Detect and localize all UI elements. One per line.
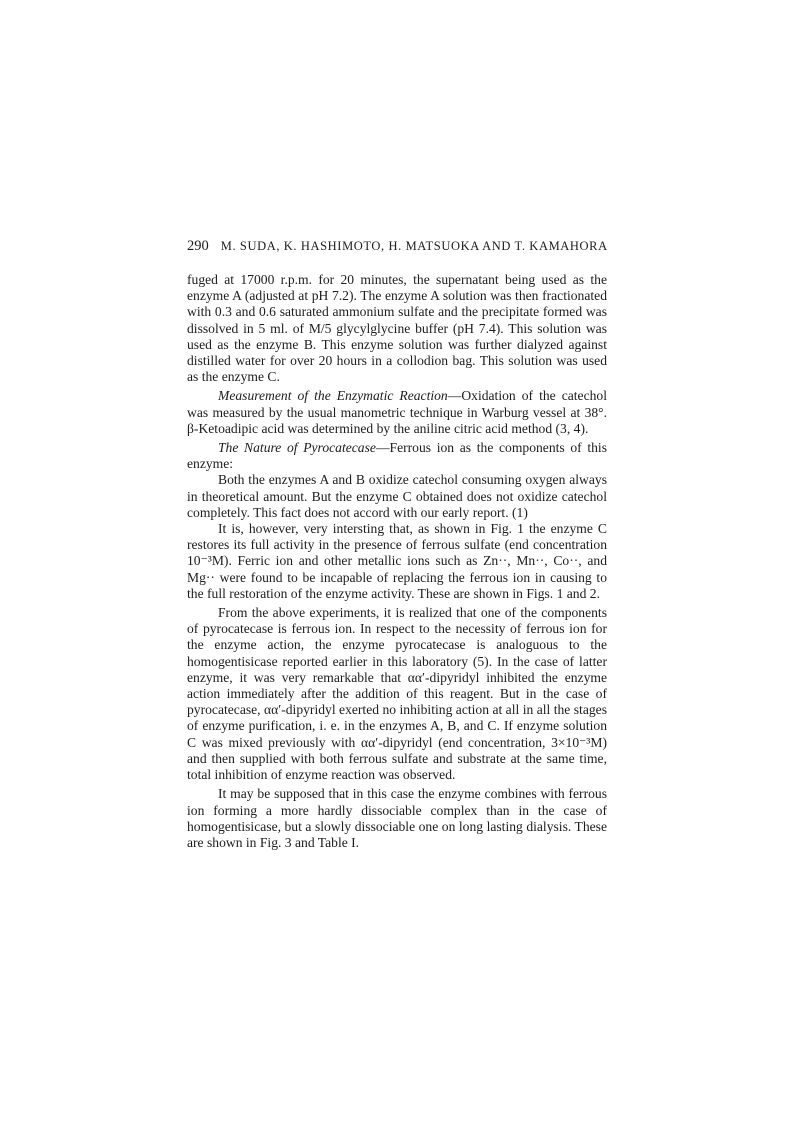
section-heading: Measurement of the Enzymatic Reaction	[218, 388, 448, 404]
running-head	[187, 238, 607, 254]
paragraph-text: —Oxidation of the catechol was measured by the usual manometric technique in Warburg vessel at 38°. β-Ketoadipic acid was determined by the aniline citric acid method (3, 4).	[187, 388, 607, 436]
paragraph	[187, 388, 607, 437]
paragraph	[187, 521, 607, 602]
paragraph-text: From the above experiments, it is realized that one of the components of pyrocatecase is ferrous ion. In respect to the necessity of ferrous ion for the enzyme action, the enzyme pyrocatecase is analoguous to the homogentisicase reported earlier in this laboratory (5). In the case of latter enzyme, it was very remarkable that αα′-dipyridyl inhibited the enzyme action immediately after the addition of this reagent. But in the case of pyrocatecase, αα′-dipyridyl exerted no inhibiting action at all in all the stages of enzyme purification, i. e. in the enzymes A, B, and C. If enzyme solution C was mixed previously with αα′-dipyridyl (end concentration, 3×10⁻³M) and then supplied with both ferrous sulfate and substrate at the same time, total inhibition of enzyme reaction was observed.	[187, 605, 607, 783]
body-text	[187, 272, 607, 851]
paragraph-text: It is, however, very intersting that, as shown in Fig. 1 the enzyme C restores its full activity in the presence of ferrous sulfate (end concentration 10⁻³M). Ferric ion and other metallic ions such as Zn··, Mn··, Co··, and Mg·· were found to be incapable of replacing the ferrous ion in causing to the full restoration of the enzyme activity. These are shown in Figs. 1 and 2.	[187, 521, 607, 601]
paragraph	[187, 272, 607, 385]
paragraph	[187, 786, 607, 851]
journal-page	[187, 238, 607, 851]
paragraph-text: It may be supposed that in this case the enzyme combines with ferrous ion forming a more hardly dissociable complex than in the case of homogentisicase, but a slowly dissociable one on long lasting dialysis. These are shown in Fig. 3 and Table I.	[187, 786, 607, 850]
section-heading: The Nature of Pyrocatecase	[218, 440, 376, 456]
paragraph-text: —Ferrous ion as the components of this enzyme:	[187, 440, 607, 472]
paragraph-text: fuged at 17000 r.p.m. for 20 minutes, the supernatant being used as the enzyme A (adjusted at pH 7.2). The enzyme A solution was then fractionated with 0.3 and 0.6 saturated ammonium sulfate and the precipitate formed was dissolved in 5 ml. of M/5 glycylglycine buffer (pH 7.4). This solution was used as the enzyme B. This enzyme solution was further dialyzed against distilled water for over 20 hours in a collodion bag. This solution was used as the enzyme C.	[187, 272, 607, 385]
page-number: 290	[187, 238, 209, 254]
running-head-authors: M. SUDA, K. HASHIMOTO, H. MATSUOKA AND T. KAMAHORA	[220, 239, 608, 253]
paragraph	[187, 472, 607, 521]
paragraph-text: Both the enzymes A and B oxidize catechol consuming oxygen always in theoretical amount. But the enzyme C obtained does not oxidize catechol completely. This fact does not accord with our early report. (1)	[187, 472, 607, 520]
paragraph	[187, 605, 607, 783]
paragraph	[187, 440, 607, 472]
